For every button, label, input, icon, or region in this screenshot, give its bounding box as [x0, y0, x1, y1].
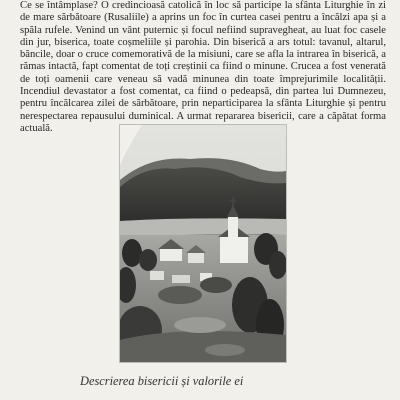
body-paragraph: Ce se întâmplase? O credincioasă catolică în loc să participe la sfânta Liturghie în zi de mare sărbătoare (Rusaliile) a aprins un foc în curtea casei pentru a încălzi apa și a spăla rufele. Venind un vânt puternic și focul nefiind supravegheat, au luat foc casele din jur, biserica, toate coșmeliile și parohia. Din biserică a ars totul: tavanul, altarul, băncile, doar o cruce comemorativă de la misiuni, care se afla la intrarea în biserică, a rămas intactă, fapt comentat de toți creștinii ca fiind o minune. Crucea a fost venerată de toți oamenii care veneau să vadă minunea din toate împrejurimile localității. Incendiul devastator a fost comentat, ca fiind o pedeapsă, din partea lui Dumnezeu, pentru încălcarea zilei de sărbătoare, prin neparticiparea la sfânta Liturghie și pentru nerespectarea repausului duminical. A urmat repararea bisericii, care a căpătat forma actuală.	[20, 0, 386, 134]
photo-image	[120, 125, 286, 362]
section-caption: Descrierea bisericii și valorile ei	[80, 374, 244, 388]
historic-photograph	[120, 125, 286, 362]
